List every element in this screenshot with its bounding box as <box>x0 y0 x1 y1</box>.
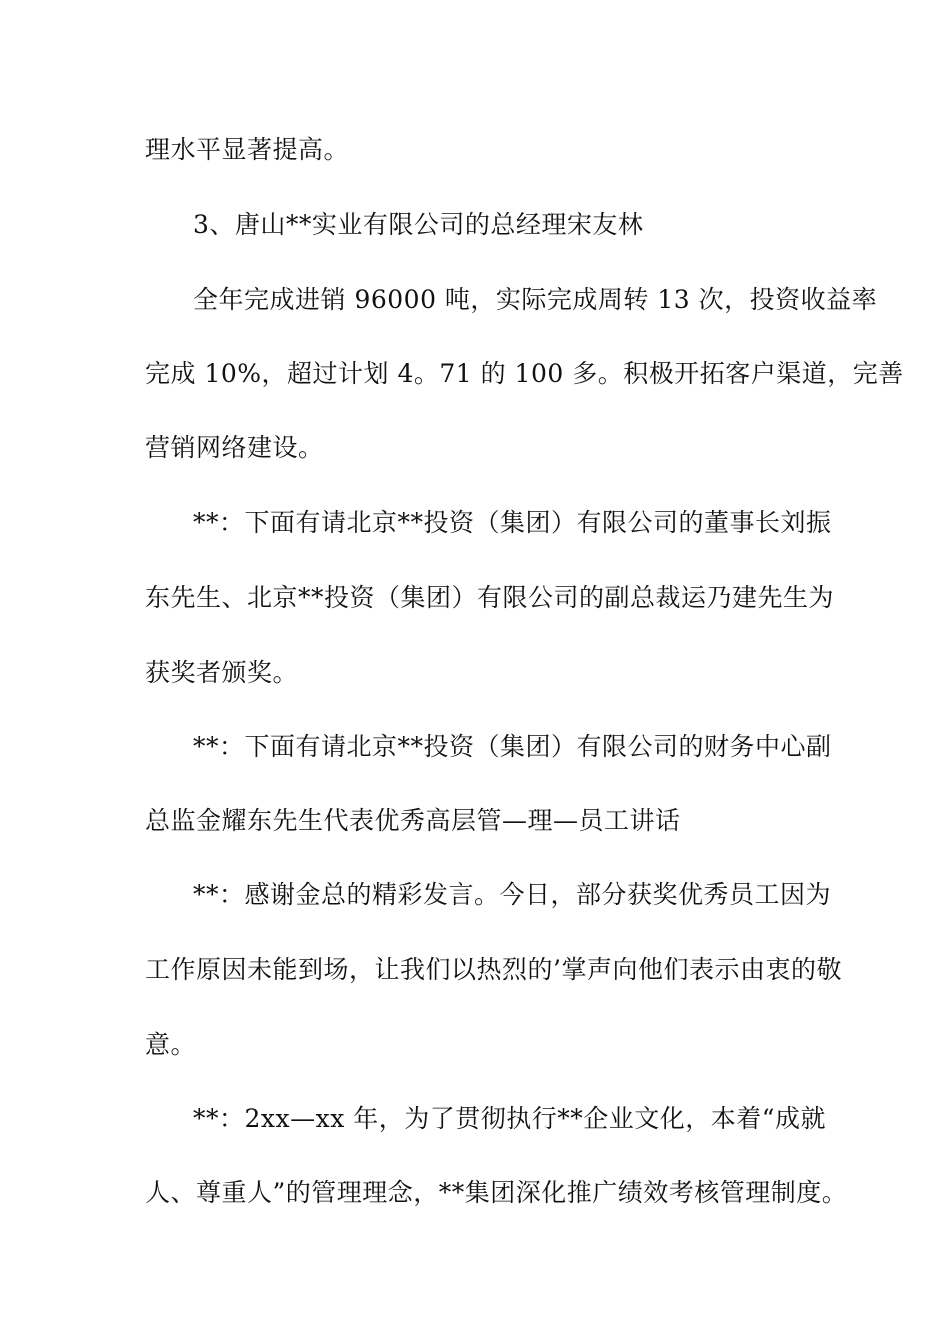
text-line: 3、唐山**实业有限公司的总经理宋友林 <box>193 210 644 239</box>
text-line: 全年完成进销 96000 吨，实际完成周转 13 次，投资收益率 <box>193 285 878 314</box>
text-line: **：下面有请北京**投资（集团）有限公司的董事长刘振 <box>193 508 832 537</box>
text-line: **：感谢金总的精彩发言。今日，部分获奖优秀员工因为 <box>193 880 832 909</box>
text-line: 意。 <box>145 1030 197 1059</box>
text-line: 人、尊重人”的管理理念，**集团深化推广绩效考核管理制度。 <box>145 1178 848 1207</box>
text-line: 获奖者颁奖。 <box>145 658 299 687</box>
text-line: **：2xx—xx 年，为了贯彻执行**企业文化，本着“成就 <box>193 1104 827 1133</box>
text-line: 营销网络建设。 <box>145 433 324 462</box>
text-line: 理水平显著提高。 <box>145 135 350 164</box>
text-line: 东先生、北京**投资（集团）有限公司的副总裁运乃建先生为 <box>145 583 835 612</box>
text-line: 完成 10%，超过计划 4。71 的 100 多。积极开拓客户渠道，完善 <box>145 359 904 388</box>
text-line: 工作原因未能到场，让我们以热烈的’掌声向他们表示由衷的敬 <box>145 955 842 984</box>
text-line: **：下面有请北京**投资（集团）有限公司的财务中心副 <box>193 732 832 761</box>
text-line: 总监金耀东先生代表优秀高层管—理—员工讲话 <box>145 806 681 835</box>
